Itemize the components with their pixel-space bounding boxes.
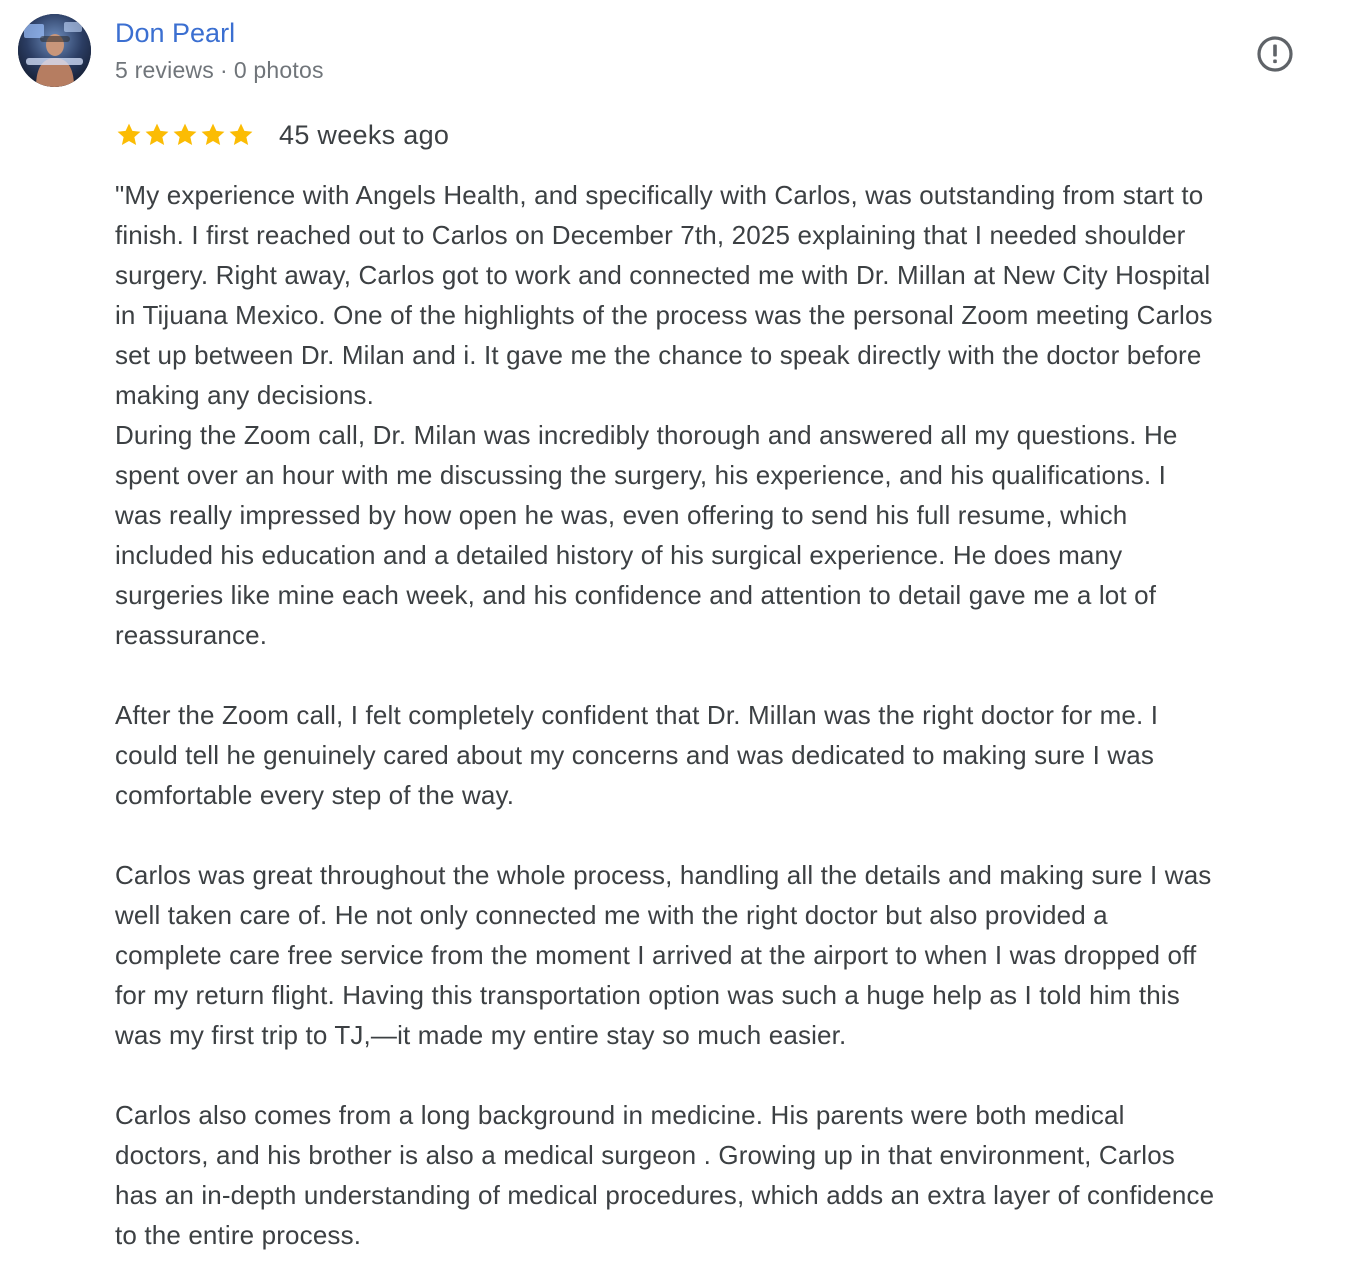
- review-line: Carlos was great throughout the whole process, handling all the details and making sure I was: [115, 860, 1212, 890]
- review-line: surgeries like mine each week, and his confidence and attention to detail gave me a lot of: [115, 580, 1157, 610]
- review-line: complete care free service from the moment I arrived at the airport to when I was dropped off: [115, 940, 1197, 970]
- paragraph-break: [115, 655, 1330, 695]
- exclamation-circle-icon: [1253, 32, 1297, 76]
- review-line: was my first trip to TJ,—it made my entire stay so much easier.: [115, 1020, 847, 1050]
- review-line: could tell he genuinely cared about my concerns and was dedicated to making sure I was: [115, 740, 1155, 770]
- rating-row: [115, 117, 449, 153]
- star-icon: [227, 121, 255, 149]
- review-line: making any decisions.: [115, 380, 374, 410]
- review-line: for my return flight. Having this transportation option was such a huge help as I told him this: [115, 980, 1180, 1010]
- avatar[interactable]: [18, 14, 91, 87]
- review-text: [115, 175, 1330, 1255]
- star-icon: [115, 121, 143, 149]
- review-line: set up between Dr. Milan and i. It gave me the chance to speak directly with the doctor before: [115, 340, 1202, 370]
- reviewer-stats: [115, 56, 324, 84]
- paragraph-break: [115, 815, 1330, 855]
- review-line: spent over an hour with me discussing the surgery, his experience, and his qualifications. I: [115, 460, 1166, 490]
- review-line: doctors, and his brother is also a medical surgeon . Growing up in that environment, Carlos: [115, 1140, 1175, 1170]
- star-icon: [171, 121, 199, 149]
- star-icon: [143, 121, 171, 149]
- review-line: in Tijuana Mexico. One of the highlights of the process was the personal Zoom meeting Carlos: [115, 300, 1213, 330]
- review-line: During the Zoom call, Dr. Milan was incredibly thorough and answered all my questions. He: [115, 420, 1178, 450]
- star-icon: [199, 121, 227, 149]
- meta-separator: ·: [219, 57, 228, 83]
- paragraph-break: [115, 1055, 1330, 1095]
- review-line: comfortable every step of the way.: [115, 780, 515, 810]
- review-line: surgery. Right away, Carlos got to work and connected me with Dr. Millan at New City Hospital: [115, 260, 1211, 290]
- review-line: reassurance.: [115, 620, 268, 650]
- review-line: well taken care of. He not only connected me with the right doctor but also provided a: [115, 900, 1108, 930]
- review-line: finish. I first reached out to Carlos on December 7th, 2025 explaining that I needed shoulder: [115, 220, 1186, 250]
- avatar-photo: [18, 14, 91, 87]
- review-line: included his education and a detailed history of his surgical experience. He does many: [115, 540, 1123, 570]
- review-line: After the Zoom call, I felt completely confident that Dr. Millan was the right doctor for me. I: [115, 700, 1159, 730]
- review-line: was really impressed by how open he was, even offering to send his full resume, which: [115, 500, 1128, 530]
- review-count: 5 reviews: [115, 57, 214, 83]
- reviewer-name-link[interactable]: Don Pearl: [115, 18, 236, 48]
- review-line: to the entire process.: [115, 1220, 362, 1250]
- review-line: has an in-depth understanding of medical procedures, which adds an extra layer of confidence: [115, 1180, 1215, 1210]
- report-review-button[interactable]: [1253, 32, 1297, 76]
- review-line: Carlos also comes from a long background in medicine. His parents were both medical: [115, 1100, 1125, 1130]
- review-time: 45 weeks ago: [279, 120, 450, 150]
- star-rating: [115, 121, 255, 149]
- photo-count: 0 photos: [233, 57, 324, 83]
- review-line: "My experience with Angels Health, and specifically with Carlos, was outstanding from start to: [115, 180, 1204, 210]
